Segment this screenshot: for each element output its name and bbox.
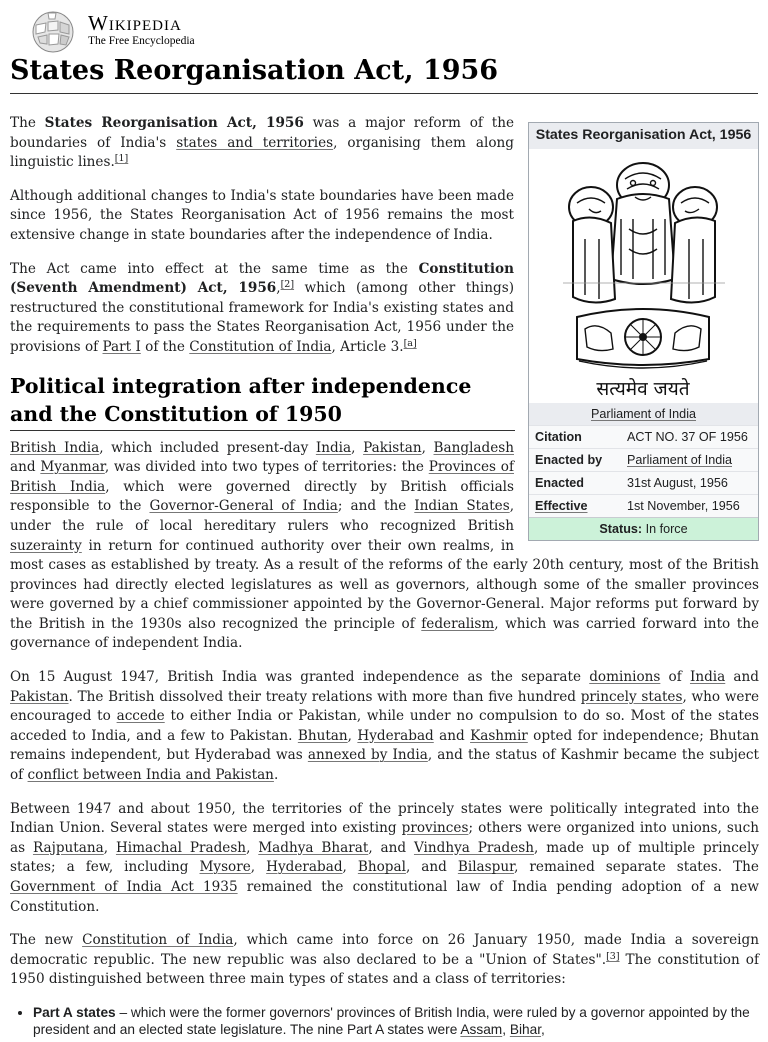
ref-1-link[interactable]: [1]: [114, 153, 129, 165]
list-item: • Part A states – which were the former governors' provinces of British India, were ruled by a governor appointed by the president and an elected state legislature. The nine Part A states were Assam, Bihar,: [33, 1004, 759, 1038]
intro-paragraph-1: The States Reorganisation Act, 1956 was a major reform of the boundaries of India's states and territories, organising them along linguistic lines.[1]: [10, 115, 514, 171]
article-link[interactable]: Indian States: [414, 498, 510, 515]
article-link[interactable]: suzerainty: [10, 537, 82, 554]
article-link[interactable]: Assam: [460, 1021, 503, 1037]
status-label: Status:: [599, 522, 643, 536]
section-paragraph-3: Between 1947 and about 1950, the territories of the princely states were politically integrated into the Indian Union. Several states were merged into existing provinces; others were organized into unions, such as Rajputana, Himachal Pradesh, Madhya Bharat, and Vindhya Pradesh, made up of multiple princely states; a few, including Mysore, Hyderabad, Bhopal, and Bilaspur, remained separate states. The Government of India Act 1935 remained the constitutional law of India pending adoption of a new Constitution.: [10, 800, 760, 915]
states-territories-link[interactable]: states and territories: [176, 134, 334, 151]
infobox-row-enacted-by: [529, 448, 758, 471]
article-link[interactable]: Vindhya Pradesh: [413, 839, 534, 856]
infobox-row-citation: [529, 425, 758, 448]
emblem-motto: सत्यमेव जयते: [596, 378, 690, 400]
article-link[interactable]: federalism: [421, 615, 495, 632]
infobox-title: States Reorganisation Act, 1956: [529, 123, 758, 149]
article-link[interactable]: British India: [10, 439, 100, 456]
article-link[interactable]: Bhutan: [297, 727, 348, 744]
row-value: 31st August, 1956: [627, 476, 728, 490]
section-paragraph-4: The new Constitution of India, which came into force on 26 January 1950, made India a sovereign democratic republic. The new republic was also declared to be a "Union of States".[3] The constitution of 1950 distinguished between three main types of states and a class of territories:: [10, 932, 759, 988]
article-link[interactable]: Bangladesh: [433, 439, 514, 456]
ref-3-link[interactable]: [3]: [606, 950, 620, 962]
article-link[interactable]: Hyderabad: [266, 859, 343, 876]
article-link[interactable]: annexed by India: [307, 747, 428, 764]
state-types-list: [10, 1004, 759, 1038]
article-link[interactable]: Pakistan: [363, 439, 422, 456]
parliament-link[interactable]: Parliament of India: [590, 407, 696, 421]
article-link[interactable]: Madhya Bharat: [258, 839, 369, 856]
row-key: Enacted by: [535, 453, 603, 467]
effective-link[interactable]: Effective: [535, 499, 588, 513]
article-link[interactable]: Government of India Act 1935: [10, 879, 238, 895]
row-key: Citation: [535, 430, 582, 444]
infobox-row-enacted: [529, 471, 758, 494]
article-link[interactable]: Provinces of British India: [10, 459, 514, 495]
site-name: Wikipedia: [88, 11, 182, 35]
page-title: States Reorganisation Act, 1956: [10, 54, 758, 94]
wikipedia-globe-icon[interactable]: [28, 10, 78, 54]
infobox-subheader: [529, 403, 758, 425]
article-link[interactable]: India: [689, 669, 726, 686]
wikipedia-wordmark[interactable]: [88, 12, 195, 48]
infobox: [528, 122, 759, 541]
article-link[interactable]: accede: [116, 708, 165, 725]
article-link[interactable]: Rajputana: [32, 839, 104, 856]
article-body: [10, 114, 759, 1042]
article-link[interactable]: Kashmir: [470, 727, 528, 744]
section-paragraph-2: On 15 August 1947, British India was granted independence as the separate dominions of India and Pakistan. The British dissolved their treaty relations with more than five hundred princely states, who were encouraged to accede to either India or Pakistan, while under no compulsion to do so. Most of the states acceded to India, and a few to Pakistan. Bhutan, Hyderabad and Kashmir opted for independence; Bhutan remains independent, but Hyderabad was annexed by India, and the status of Kashmir became the subject of conflict between India and Pakistan.: [10, 669, 760, 784]
intro-paragraph-2: Although additional changes to India's state boundaries have been made since 1956, the States Reorganisation Act of 1956 remains the most extensive change in state boundaries after the independence of India.: [10, 187, 514, 243]
emblem-image[interactable]: [529, 149, 758, 403]
constitution-link[interactable]: Constitution of India: [189, 338, 332, 355]
infobox-status: [529, 517, 758, 540]
article-link[interactable]: Governor-General of India: [149, 498, 338, 515]
article-link[interactable]: India: [315, 439, 352, 456]
article-link[interactable]: princely states: [580, 688, 683, 705]
note-a-link[interactable]: [a]: [403, 337, 417, 349]
enacted-by-link[interactable]: Parliament of India: [627, 453, 733, 467]
status-value: In force: [645, 522, 688, 536]
row-value: ACT NO. 37 OF 1956: [627, 430, 748, 444]
row-value: 1st November, 1956: [627, 499, 740, 513]
infobox-row-effective: [529, 494, 758, 517]
article-link[interactable]: conflict between India and Pakistan: [27, 767, 274, 784]
article-link[interactable]: Myanmar: [40, 459, 105, 476]
article-link[interactable]: Bilaspur: [457, 859, 515, 876]
lion-capital-emblem-icon: [529, 149, 758, 403]
intro-paragraph-3: The Act came into effect at the same time as the Constitution (Seventh Amendment) Act, 1956,[2] which (among other things) restructured the constitutional framework for India's existing states and the requirements to pass the States Reorganisation Act, 1956 under the provisions of Part I of the Constitution of India, Article 3.[a]: [10, 260, 514, 355]
site-tagline: The Free Encyclopedia: [88, 35, 195, 47]
article-link[interactable]: Pakistan: [10, 688, 69, 705]
article-link[interactable]: Bhopal: [357, 859, 406, 876]
article-link[interactable]: provinces: [401, 820, 469, 837]
row-key: Enacted: [535, 476, 584, 490]
article-link[interactable]: Constitution of India: [82, 932, 234, 949]
section-paragraph-1: British India, which included present-day India, Pakistan, Bangladesh and Myanmar, was divided into two types of territories: the Provinces of British India, which were governed directly by British officials responsible to the Governor-General of India; and the Indian States, under the rule of local hereditary rulers who recognized British suzerainty in return for continued authority over their own realms, in most cases as established by treaty. As a result of the reforms of the early 20th century, most of the British provinces had directly elected legislatures as well as governors, although some of the smaller provinces were governed by a chief commissioner appointed by the Governor-General. Major reforms put forward by the British in the 1930s also recognized the principle of federalism, which was carried forward into the governance of independent India.: [10, 439, 759, 652]
site-header: [28, 10, 768, 54]
section-heading: Political integration after independence and the Constitution of 1950: [10, 372, 515, 431]
part-i-link[interactable]: Part I: [102, 338, 141, 355]
article-link[interactable]: Hyderabad: [357, 727, 434, 744]
article-link[interactable]: dominions: [589, 669, 661, 686]
article-link[interactable]: Mysore: [199, 859, 251, 876]
article-link[interactable]: Bihar: [509, 1021, 542, 1037]
article-link[interactable]: Himachal Pradesh: [115, 839, 247, 856]
ref-2-link[interactable]: [2]: [280, 279, 295, 291]
